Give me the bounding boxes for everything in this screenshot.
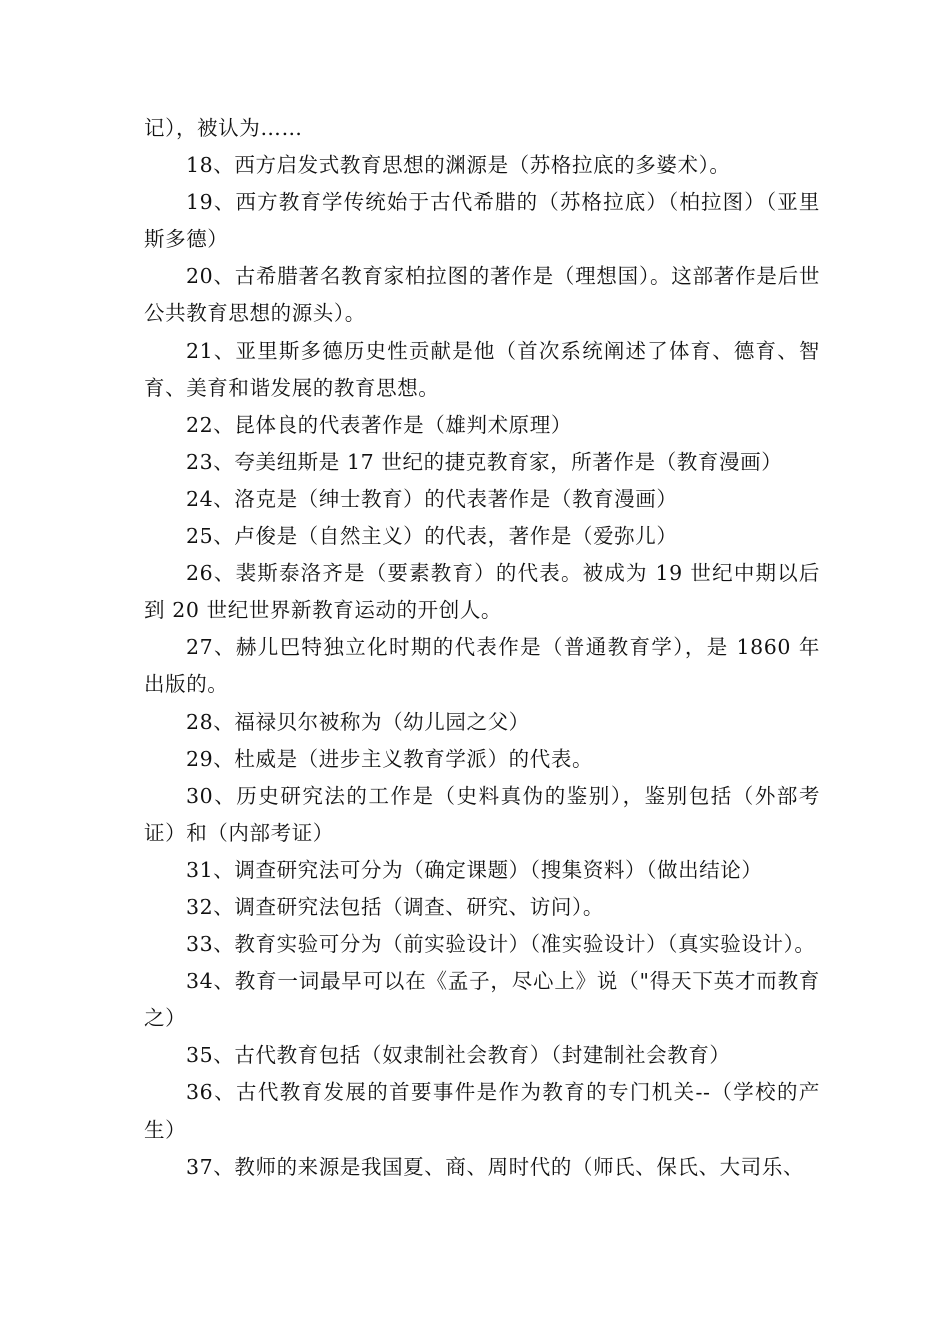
document-page — [144, 110, 820, 1186]
paragraph-item-27: 27、赫儿巴特独立化时期的代表作是（普通教育学），是 1860 年出版的。 — [144, 635, 820, 697]
paragraph-item-18: 18、西方启发式教育思想的渊源是（苏格拉底的多婆术）。 — [186, 153, 731, 178]
paragraph-item-30: 30、历史研究法的工作是（史料真伪的鉴别），鉴别包括（外部考证）和（内部考证） — [144, 783, 820, 845]
paragraph-continuation: 记），被认为…… — [144, 116, 303, 140]
paragraph-item-32: 32、调查研究法包括（调查、研究、访问）。 — [186, 894, 604, 919]
paragraph-item-21: 21、亚里斯多德历史性贡献是他（首次系统阐述了体育、德育、智育、美育和谐发展的教育思想。 — [144, 338, 820, 400]
paragraph-item-19: 19、西方教育学传统始于古代希腊的（苏格拉底）（柏拉图）（亚里斯多德） — [144, 190, 820, 252]
paragraph-item-26: 26、裴斯泰洛齐是（要素教育）的代表。被成为 19 世纪中期以后到 20 世纪世界新教育运动的开创人。 — [144, 561, 820, 623]
paragraph-item-33: 33、教育实验可分为（前实验设计）（准实验设计）（真实验设计）。 — [186, 932, 816, 957]
paragraph-item-23: 23、夸美纽斯是 17 世纪的捷克教育家，所著作是（教育漫画） — [186, 449, 783, 474]
paragraph-item-22: 22、昆体良的代表著作是（雄判术原理） — [186, 412, 572, 437]
paragraph-item-34: 34、教育一词最早可以在《孟子，尽心上》说（"得天下英才而教育之） — [144, 969, 820, 1031]
paragraph-item-36: 36、古代教育发展的首要事件是作为教育的专门机关--（学校的产生） — [144, 1080, 820, 1142]
paragraph-item-37: 37、教师的来源是我国夏、商、周时代的（师氏、保氏、大司乐、 — [186, 1154, 805, 1179]
paragraph-item-29: 29、杜威是（进步主义教育学派）的代表。 — [186, 746, 594, 771]
paragraph-item-25: 25、卢俊是（自然主义）的代表，著作是（爱弥儿） — [186, 524, 678, 549]
paragraph-item-20: 20、古希腊著名教育家柏拉图的著作是（理想国）。这部著作是后世公共教育思想的源头）。 — [144, 264, 820, 326]
paragraph-item-24: 24、洛克是（绅士教育）的代表著作是（教育漫画） — [186, 486, 678, 511]
paragraph-item-31: 31、调查研究法可分为（确定课题）（搜集资料）（做出结论） — [186, 857, 763, 882]
paragraph-item-28: 28、福禄贝尔被称为（幼儿园之父） — [186, 709, 530, 734]
paragraph-item-35: 35、古代教育包括（奴隶制社会教育）（封建制社会教育） — [186, 1043, 731, 1068]
